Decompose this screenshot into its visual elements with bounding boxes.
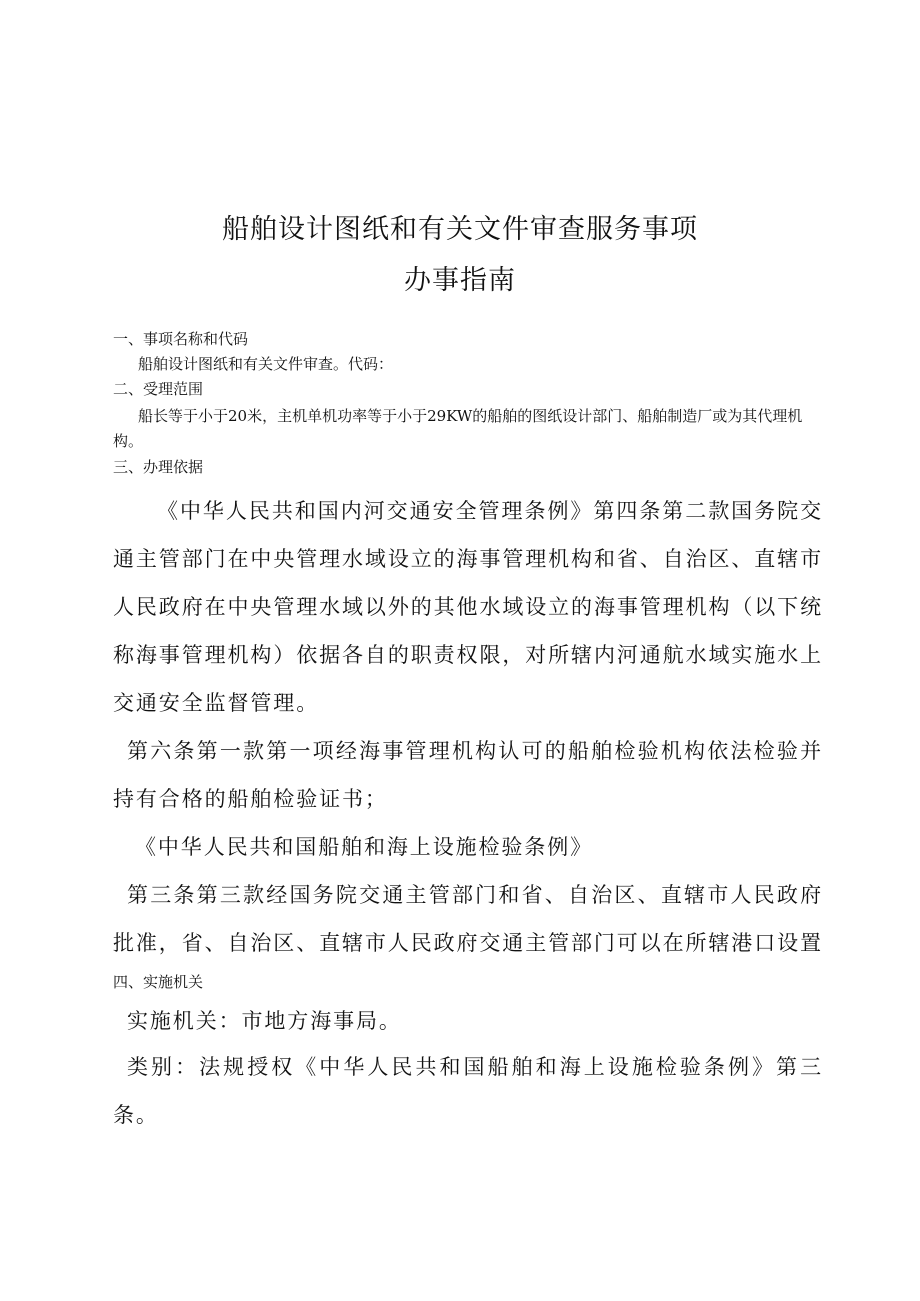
section-4-paragraph-1: 实施机关：市地方海事局。 xyxy=(127,1009,402,1033)
document-title: 船舶设计图纸和有关文件审查服务事项 xyxy=(222,214,698,245)
section-1-text: 船舶设计图纸和有关文件审查。代码： xyxy=(138,355,394,373)
section-3-paragraph-1: 《中华人民共和国内河交通安全管理条例》第四条第二款国务院交通主管部门在中央管理水域设立的海事管理机构和省、自治区、直辖市人民政府在中央管理水域以外的其他水域设立的海事管理机构（以下统称海事管理机构）依据各自的职责权限，对所辖内河通航水域实施水上交通安全监督管理。 xyxy=(113,499,823,715)
section-3-paragraph-4: 第三条第三款经国务院交通主管部门和省、自治区、直辖市人民政府批准，省、自治区、直辖市人民政府交通主管部门可以在所辖港口设置 xyxy=(113,883,823,955)
section-4-paragraph-2: 类别：法规授权《中华人民共和国船舶和海上设施检验条例》第三条。 xyxy=(113,1055,823,1127)
section-3-paragraph-3: 《中华人民共和国船舶和海上设施检验条例》 xyxy=(135,835,593,859)
section-2-heading: 二、受理范围 xyxy=(113,380,204,398)
section-1-heading: 一、事项名称和代码 xyxy=(113,330,249,348)
section-3-paragraph-2: 第六条第一款第一项经海事管理机构认可的船舶检验机构依法检验并持有合格的船舶检验证书； xyxy=(113,739,823,811)
section-3-heading: 三、办理依据 xyxy=(113,458,204,476)
document-subtitle: 办事指南 xyxy=(404,265,516,296)
section-2-text: 船长等于小于20米，主机单机功率等于小于29KW的船舶的图纸设计部门、船舶制造厂或为其代理机构。 xyxy=(113,407,803,450)
section-4-heading: 四、实施机关 xyxy=(113,973,204,991)
